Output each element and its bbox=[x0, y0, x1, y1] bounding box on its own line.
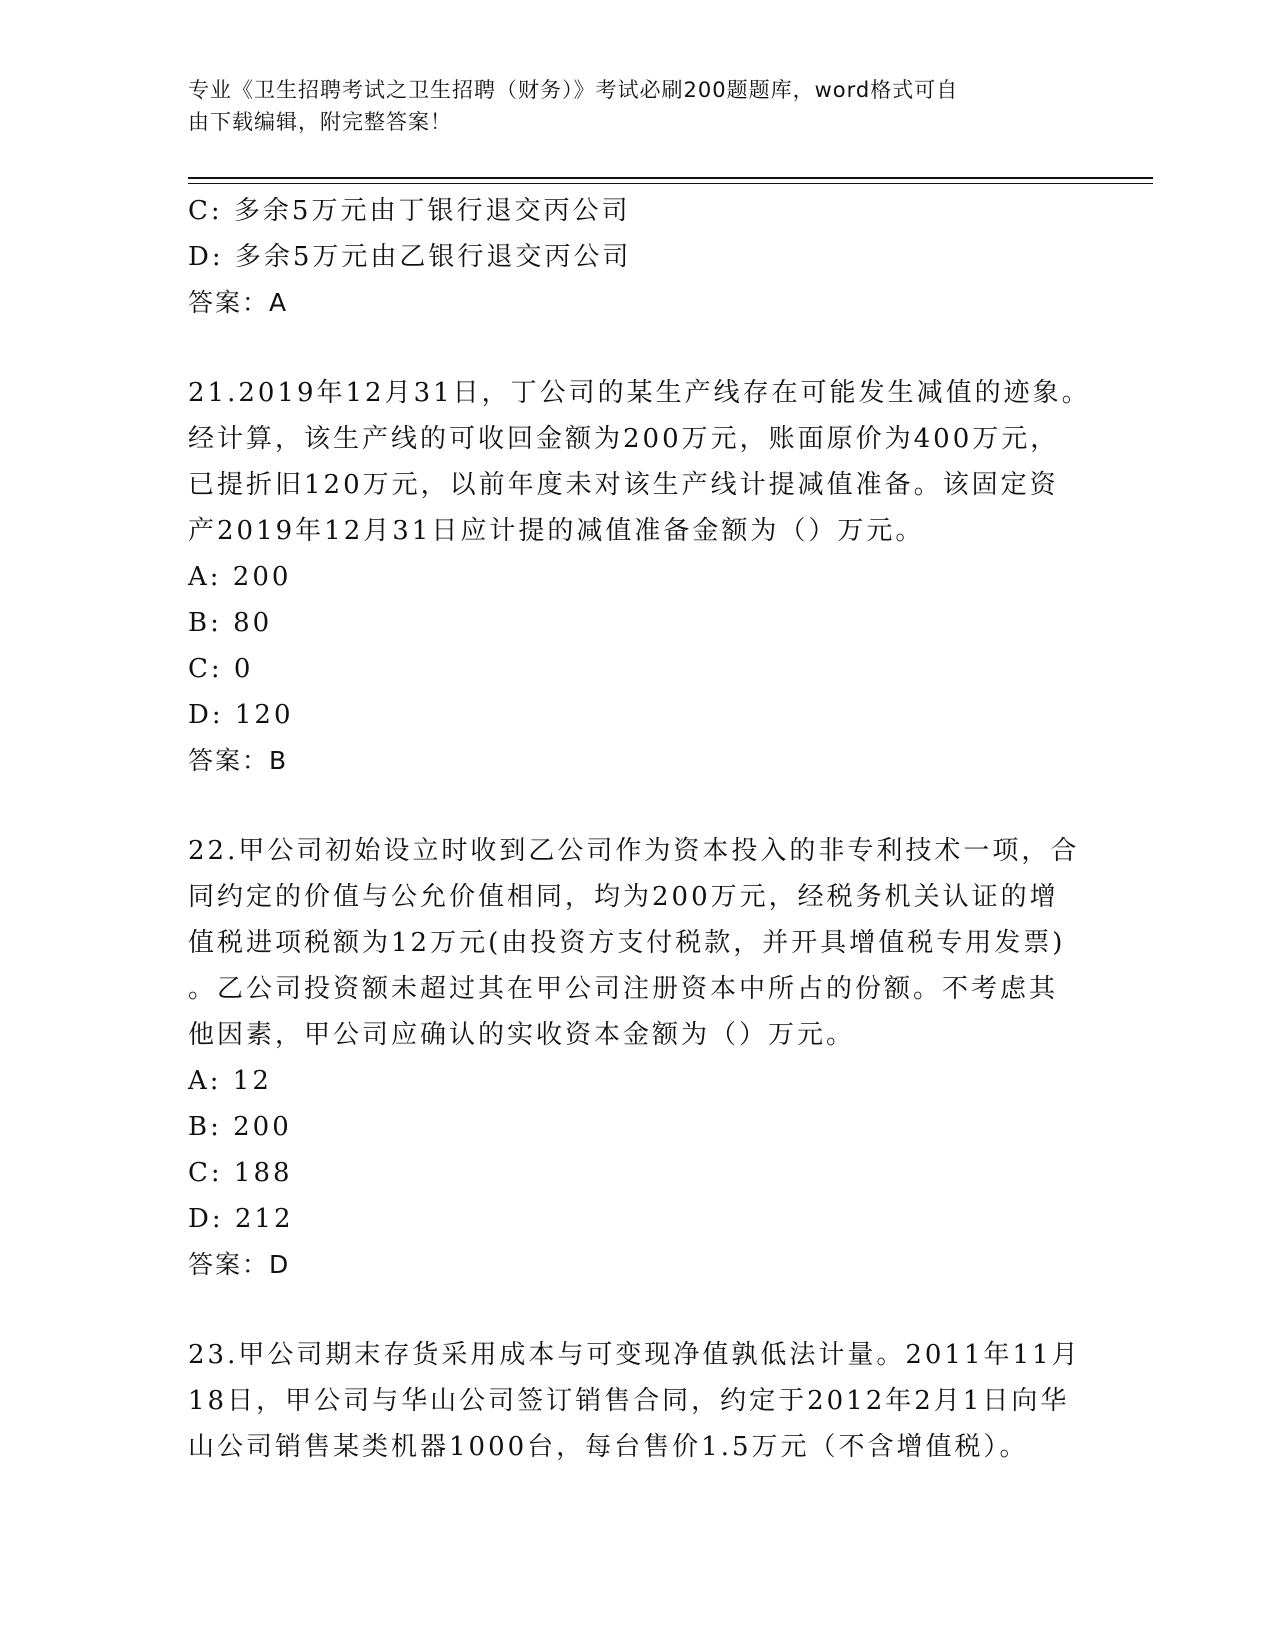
question-text-line: 山公司销售某类机器1000台，每台售价1.5万元（不含增值税）。 bbox=[188, 1432, 1029, 1462]
spacer bbox=[188, 1288, 1078, 1332]
option-c: C: 0 bbox=[188, 654, 254, 684]
document-body bbox=[188, 188, 1091, 1470]
answer-line: 答案：A bbox=[188, 288, 289, 317]
question-text-line: 经计算，该生产线的可收回金额为200万元，账面原价为400万元， bbox=[188, 424, 1060, 454]
option-b: B: 80 bbox=[188, 608, 273, 638]
option-a: A: 200 bbox=[188, 562, 292, 592]
option-d: D: 212 bbox=[188, 1204, 294, 1234]
question-text-line: 23.甲公司期末存货采用成本与可变现净值孰低法计量。2011年11月 bbox=[188, 1340, 1081, 1370]
spacer bbox=[188, 326, 1078, 370]
question-text-line: 他因素，甲公司应确认的实收资本金额为（）万元。 bbox=[188, 1020, 856, 1050]
question-23 bbox=[188, 1332, 1081, 1470]
question-text-line: 已提折旧120万元，以前年度未对该生产线计提减值准备。该固定资 bbox=[188, 470, 1059, 500]
option-c: C: 多余5万元由丁银行退交丙公司 bbox=[188, 196, 631, 226]
question-text-line: 值税进项税额为12万元(由投资方支付税款，并开具增值税专用发票) bbox=[188, 928, 1066, 958]
document-header bbox=[188, 74, 1078, 138]
header-divider-thin bbox=[188, 183, 1153, 184]
answer-line: 答案：B bbox=[188, 746, 289, 775]
answer-line: 答案：D bbox=[188, 1250, 291, 1279]
header-line-1: 专业《卫生招聘考试之卫生招聘（财务）》考试必刷200题题库，word格式可自 bbox=[188, 78, 959, 102]
question-text-line: 。乙公司投资额未超过其在甲公司注册资本中所占的份额。不考虑其 bbox=[188, 974, 1059, 1004]
question-text-line: 产2019年12月31日应计提的减值准备金额为（）万元。 bbox=[188, 516, 925, 546]
question-text-line: 21.2019年12月31日，丁公司的某生产线存在可能发生减值的迹象。 bbox=[188, 378, 1091, 408]
question-21 bbox=[188, 370, 1091, 784]
option-d: D: 多余5万元由乙银行退交丙公司 bbox=[188, 242, 632, 272]
question-22 bbox=[188, 828, 1078, 1288]
option-b: B: 200 bbox=[188, 1112, 292, 1142]
question-text-line: 22.甲公司初始设立时收到乙公司作为资本投入的非专利技术一项，合 bbox=[188, 836, 1080, 866]
header-divider-thick bbox=[188, 177, 1153, 179]
question-text-line: 同约定的价值与公允价值相同，均为200万元，经税务机关认证的增 bbox=[188, 882, 1059, 912]
prev-question bbox=[188, 188, 1078, 326]
option-c: C: 188 bbox=[188, 1158, 293, 1188]
question-text-line: 18日，甲公司与华山公司签订销售合同，约定于2012年2月1日向华 bbox=[188, 1386, 1070, 1416]
option-d: D: 120 bbox=[188, 700, 294, 730]
option-a: A: 12 bbox=[188, 1066, 272, 1096]
header-line-2: 由下载编辑，附完整答案！ bbox=[188, 110, 452, 134]
spacer bbox=[188, 784, 1078, 828]
